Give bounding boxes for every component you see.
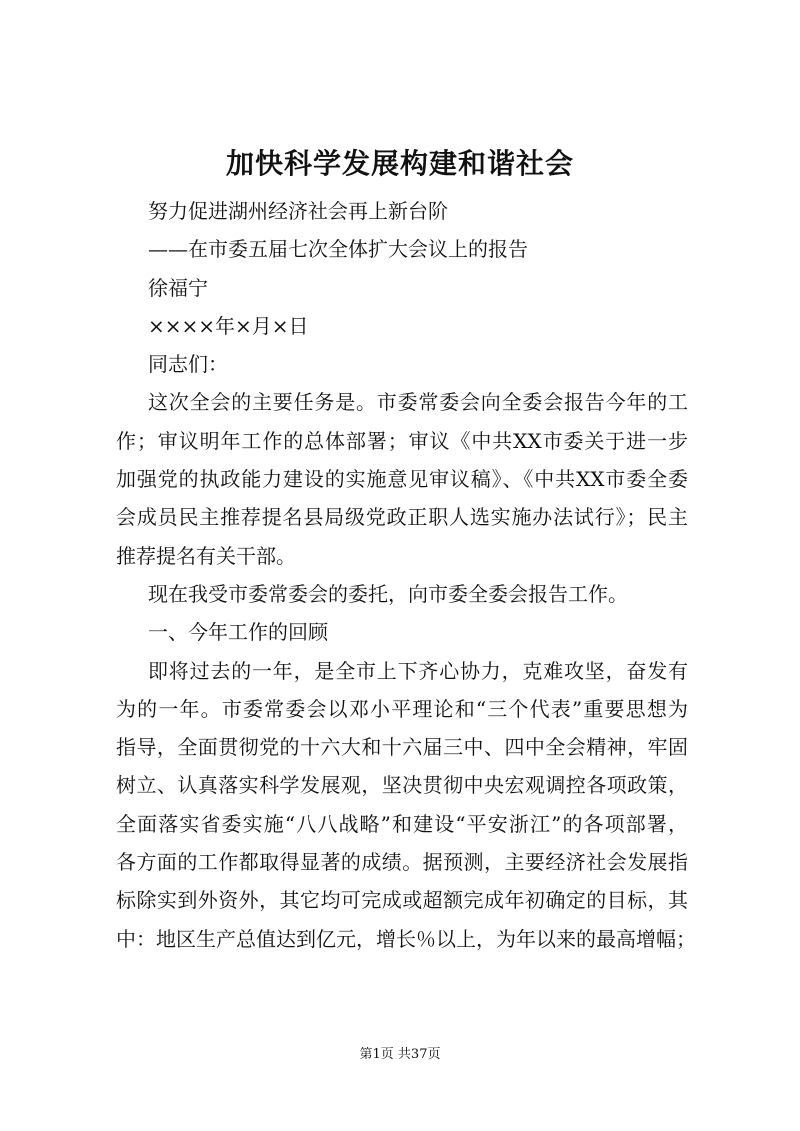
- date: ××××年×月×日: [148, 313, 309, 338]
- paragraph-line: 标除实到外资外，其它均可完成或超额完成年初确定的目标，其: [116, 888, 688, 913]
- salutation: 同志们：: [148, 352, 228, 377]
- paragraph-line: 中：地区生产总值达到亿元，增长％以上，为年以来的最高增幅；: [116, 926, 696, 951]
- paragraphs: [116, 383, 696, 957]
- paragraph-line: 作；审议明年工作的总体部署；审议《中共XX市委关于进一步: [116, 428, 688, 453]
- paragraph-line: 推荐提名有关干部。: [116, 543, 296, 568]
- author: 徐福宁: [148, 275, 208, 300]
- paragraph-line: 一、今年工作的回顾: [148, 620, 328, 645]
- page-footer: 第1页 共37页: [359, 1047, 441, 1062]
- document-body: [116, 192, 696, 958]
- report-subtitle: ——在市委五届七次全体扩大会议上的报告: [148, 237, 528, 262]
- paragraph-line: 加强党的执政能力建设的实施意见审议稿》、《中共XX市委全委: [116, 467, 688, 492]
- paragraph-line: 为的一年。市委常委会以邓小平理论和“三个代表”重要思想为: [116, 696, 688, 721]
- paragraph-line: 全面落实省委实施“八八战略”和建设“平安浙江”的各项部署，: [116, 811, 688, 836]
- paragraph-line: 会成员民主推荐提名县局级党政正职人选实施办法试行》；民主: [116, 505, 688, 530]
- paragraph-line: 指导，全面贯彻党的十六大和十六届三中、四中全会精神，牢固: [116, 735, 688, 760]
- subtitle: 努力促进湖州经济社会再上新台阶: [148, 199, 448, 223]
- paragraph-line: 各方面的工作都取得显著的成绩。据预测，主要经济社会发展指: [116, 850, 688, 875]
- paragraph-line: 树立、认真落实科学发展观，坚决贯彻中央宏观调控各项政策，: [116, 773, 688, 798]
- document-title: 加快科学发展构建和谐社会: [225, 147, 574, 180]
- paragraph-line: 现在我受市委常委会的委托，向市委全委会报告工作。: [148, 581, 628, 606]
- paragraph-line: 即将过去的一年，是全市上下齐心协力，克难攻坚，奋发有: [148, 658, 688, 683]
- paragraph-line: 这次全会的主要任务是。市委常委会向全委会报告今年的工: [148, 390, 688, 415]
